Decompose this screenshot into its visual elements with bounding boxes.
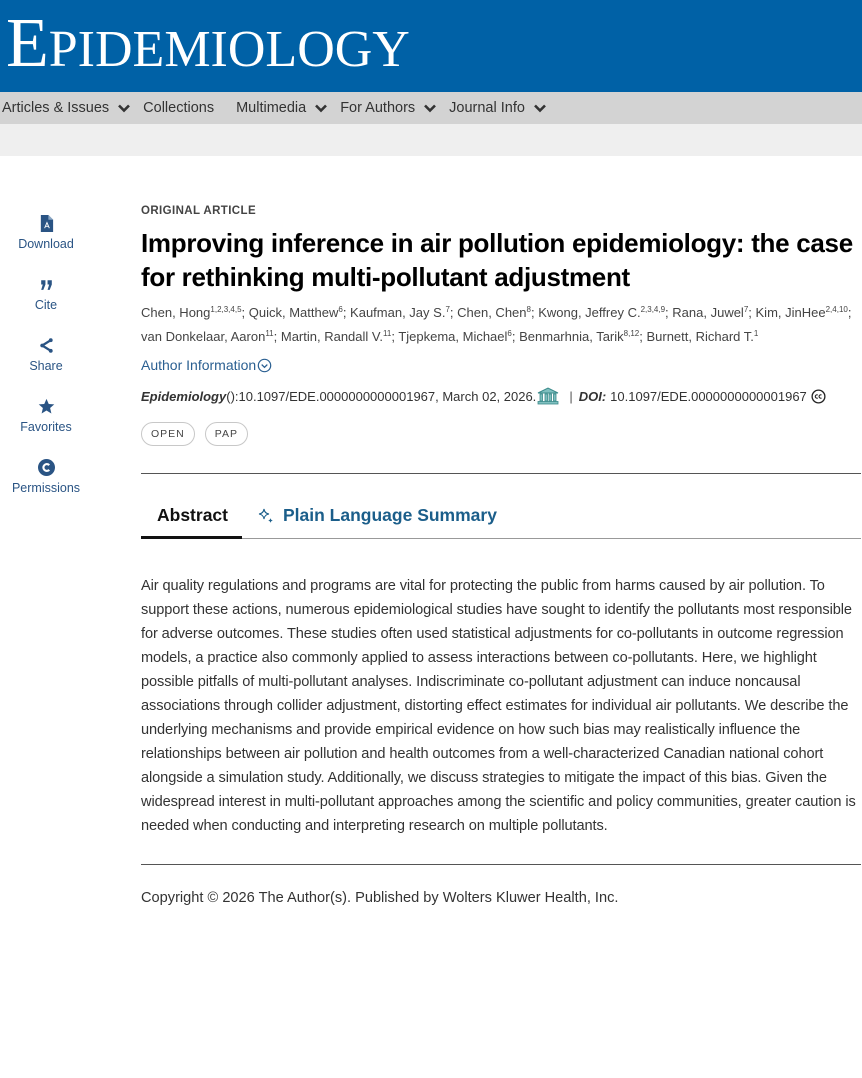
nav-label: Multimedia	[236, 100, 307, 116]
nav-label: Journal Info	[449, 100, 525, 116]
author[interactable]: Rana, Juwel$^7$	[672, 305, 749, 320]
chevron-circle-down-icon	[257, 358, 272, 373]
sub-bar	[0, 124, 862, 156]
separator: |	[569, 388, 573, 404]
journal-logo[interactable]: EPIDEMIOLOGY	[6, 5, 410, 82]
author[interactable]: Martin, Randall V.$^{11}$	[280, 329, 392, 344]
article-main	[141, 205, 861, 906]
chevron-down-icon	[117, 101, 131, 115]
permissions-button[interactable]	[0, 454, 92, 515]
star-icon	[38, 398, 55, 415]
nav-journal-info[interactable]	[449, 100, 547, 116]
main-nav	[0, 92, 862, 124]
author[interactable]: Chen, Chen$^8$	[457, 305, 531, 320]
doi-label: DOI:	[578, 388, 607, 404]
doi-value[interactable]: 10.1097/EDE.0000000000001967	[610, 388, 807, 404]
author[interactable]: van Donkelaar, Aaron$^{11}$	[141, 329, 274, 344]
author-information-label: Author Information	[141, 357, 257, 373]
author-list: Chen, Hong$^{1,2,3,4,5}$; Quick, Matthew$^6$; Kaufman, Jay S.$^7$; Chen, Chen$^8$; Kwong, Jeffrey C.$^{2,3,4,9}$; Rana, Juwel$^7$; Kim, JinHee$^{2,4,10}$; van Donkelaar, Aaron$^{11}$; Martin, Randall V.$^{11}$; Tjepkema, Michael$^6$; Benmarhnia, Tarik$^{8,12}$; Burnett, Richard T.$^1$	[141, 305, 852, 344]
divider	[141, 473, 861, 474]
copyright-icon	[38, 459, 55, 476]
nav-label: For Authors	[340, 100, 416, 116]
author[interactable]: Kim, JinHee$^{2,4,10}$	[755, 305, 848, 320]
author[interactable]: Burnett, Richard T.$^1$	[646, 329, 759, 344]
sparkle-icon	[258, 508, 274, 524]
favorites-button[interactable]	[0, 393, 92, 454]
article-tools-sidebar	[0, 210, 92, 515]
quote-icon	[38, 276, 55, 293]
chevron-down-icon	[423, 101, 437, 115]
abstract-text: Air quality regulations and programs are vital for protecting the public from harms caused by air pollution. To support these actions, numerous epidemiological studies have sought to identify the pollutants most responsible for adverse outcomes. These studies often used statistical adjustments for co-pollutants in outcome regression models, a practice also commonly applied to assess interactions between co-pollutants. Here, we highlight possible pitfalls of multi-pollutant analyses. Indiscriminate co-pollutant adjustment can induce noncausal associations through collider adjustment, distorting effect estimates for individual air pollutants. We describe the underlying mechanisms and provide empirical evidence on how such bias may realistically influence the relationships between air pollution and health outcomes from a well-characterized Canadian national cohort alongside a simulation study. Additionally, we discuss strategies to mitigate the impact of this bias. Given the widespread interest in multi-pollutant approaches among the scientific and policy communities, greater caution is needed when conducting and interpreting research on multiple pollutants.	[141, 578, 856, 834]
tab-plain-language-summary[interactable]	[242, 505, 513, 539]
download-button[interactable]	[0, 210, 92, 271]
pdf-icon	[38, 215, 55, 232]
article-type: ORIGINAL ARTICLE	[141, 205, 257, 217]
author[interactable]: Kaufman, Jay S.$^7$	[350, 305, 450, 320]
permissions-label: Permissions	[11, 481, 81, 495]
cite-label: Cite	[34, 298, 58, 312]
citation-text: ():10.1097/EDE.0000000000001967, March 02, 2026.	[226, 388, 537, 404]
author-information-toggle[interactable]	[141, 357, 861, 373]
author[interactable]: Chen, Hong$^{1,2,3,4,5}$	[141, 305, 242, 320]
content-tabs	[141, 505, 861, 539]
article-title: Improving inference in air pollution epidemiology: the case for rethinking multi-pollutant adjustment	[141, 228, 853, 292]
institution-access-icon[interactable]	[537, 387, 559, 405]
nav-label: Collections	[143, 100, 215, 116]
author[interactable]: Kwong, Jeffrey C.$^{2,3,4,9}$	[538, 305, 666, 320]
chevron-down-icon	[314, 101, 328, 115]
nav-for-authors[interactable]	[340, 100, 437, 116]
chevron-down-icon	[533, 101, 547, 115]
tab-label: Abstract	[157, 505, 228, 525]
favorites-label: Favorites	[20, 420, 72, 434]
open-access-badge: OPEN	[141, 422, 195, 446]
nav-collections[interactable]	[143, 100, 214, 116]
cite-button[interactable]	[0, 271, 92, 332]
nav-label: Articles & Issues	[2, 100, 110, 116]
author[interactable]: Benmarhnia, Tarik$^{8,12}$	[519, 329, 640, 344]
nav-multimedia[interactable]	[236, 100, 328, 116]
creative-commons-icon	[811, 389, 826, 404]
divider	[141, 864, 861, 865]
author[interactable]: Quick, Matthew$^6$	[248, 305, 343, 320]
masthead	[0, 0, 862, 92]
nav-articles-issues[interactable]	[2, 100, 131, 116]
tab-abstract[interactable]	[141, 505, 242, 539]
journal-name: Epidemiology	[141, 388, 227, 404]
share-icon	[38, 337, 55, 354]
tab-label: Plain Language Summary	[283, 505, 497, 525]
download-label: Download	[18, 237, 74, 251]
badge-list	[141, 422, 861, 446]
pap-badge: PAP	[205, 422, 248, 446]
author[interactable]: Tjepkema, Michael$^6$	[398, 329, 512, 344]
copyright-notice: Copyright © 2026 The Author(s). Published by Wolters Kluwer Health, Inc.	[141, 890, 619, 906]
share-label: Share	[29, 359, 63, 373]
share-button[interactable]	[0, 332, 92, 393]
citation-line	[141, 387, 861, 405]
